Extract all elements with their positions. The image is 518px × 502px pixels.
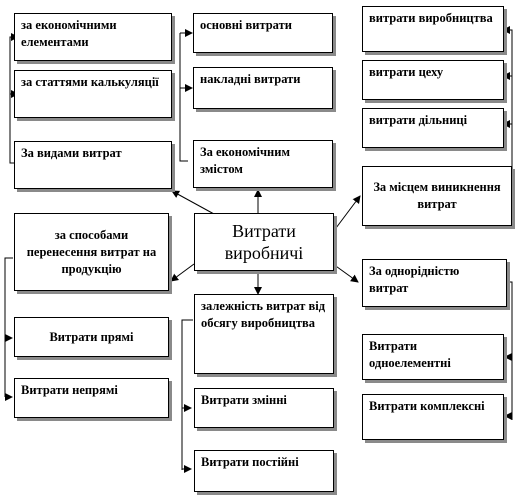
connector-center-to-homogeneity <box>333 264 358 282</box>
box-shop-costs: витрати цеху <box>362 60 504 100</box>
box-by-homogeneity: За однорідністю витрат <box>362 259 507 307</box>
connector-bracket-left-bottom <box>5 258 13 397</box>
box-section-costs: витрати дільниці <box>362 108 504 148</box>
box-by-economic-content: За економічним змістом <box>193 140 333 188</box>
box-economic-elements: за економічними елементами <box>14 13 172 61</box>
box-fixed-costs: Витрати постійні <box>194 450 334 492</box>
box-volume-dependence: залежність витрат від обсягу виробництва <box>194 294 334 374</box>
box-production-costs-center: Витрати виробничі <box>194 213 334 271</box>
box-by-type: За видами витрат <box>14 141 172 189</box>
box-direct-costs: Витрати прямі <box>14 317 169 357</box>
box-indirect-costs: Витрати непрямі <box>14 378 169 418</box>
connector-center-to-by-type <box>172 191 214 214</box>
box-single-element-costs: Витрати одноелементні <box>362 334 504 380</box>
connector-bracket-right-bottom <box>507 282 512 420</box>
box-production-costs: витрати виробництва <box>362 6 504 52</box>
connector-bracket-middle-bottom <box>182 320 193 470</box>
box-by-place-of-origin: За місцем виникнення витрат <box>362 166 512 226</box>
box-variable-costs: Витрати змінні <box>194 388 334 428</box>
box-complex-costs: Витрати комплексні <box>362 394 504 440</box>
connector-center-to-place <box>333 196 360 232</box>
box-overhead-costs: накладні витрати <box>193 67 333 109</box>
connector-center-to-transfer <box>171 264 194 281</box>
connector-bracket-middle-top <box>180 33 188 161</box>
box-basic-costs: основні витрати <box>193 13 333 53</box>
box-calculation-items: за статтями калькуляції <box>14 70 172 118</box>
box-by-transfer-method: за способами перенесення витрат на продукцію <box>14 213 169 291</box>
